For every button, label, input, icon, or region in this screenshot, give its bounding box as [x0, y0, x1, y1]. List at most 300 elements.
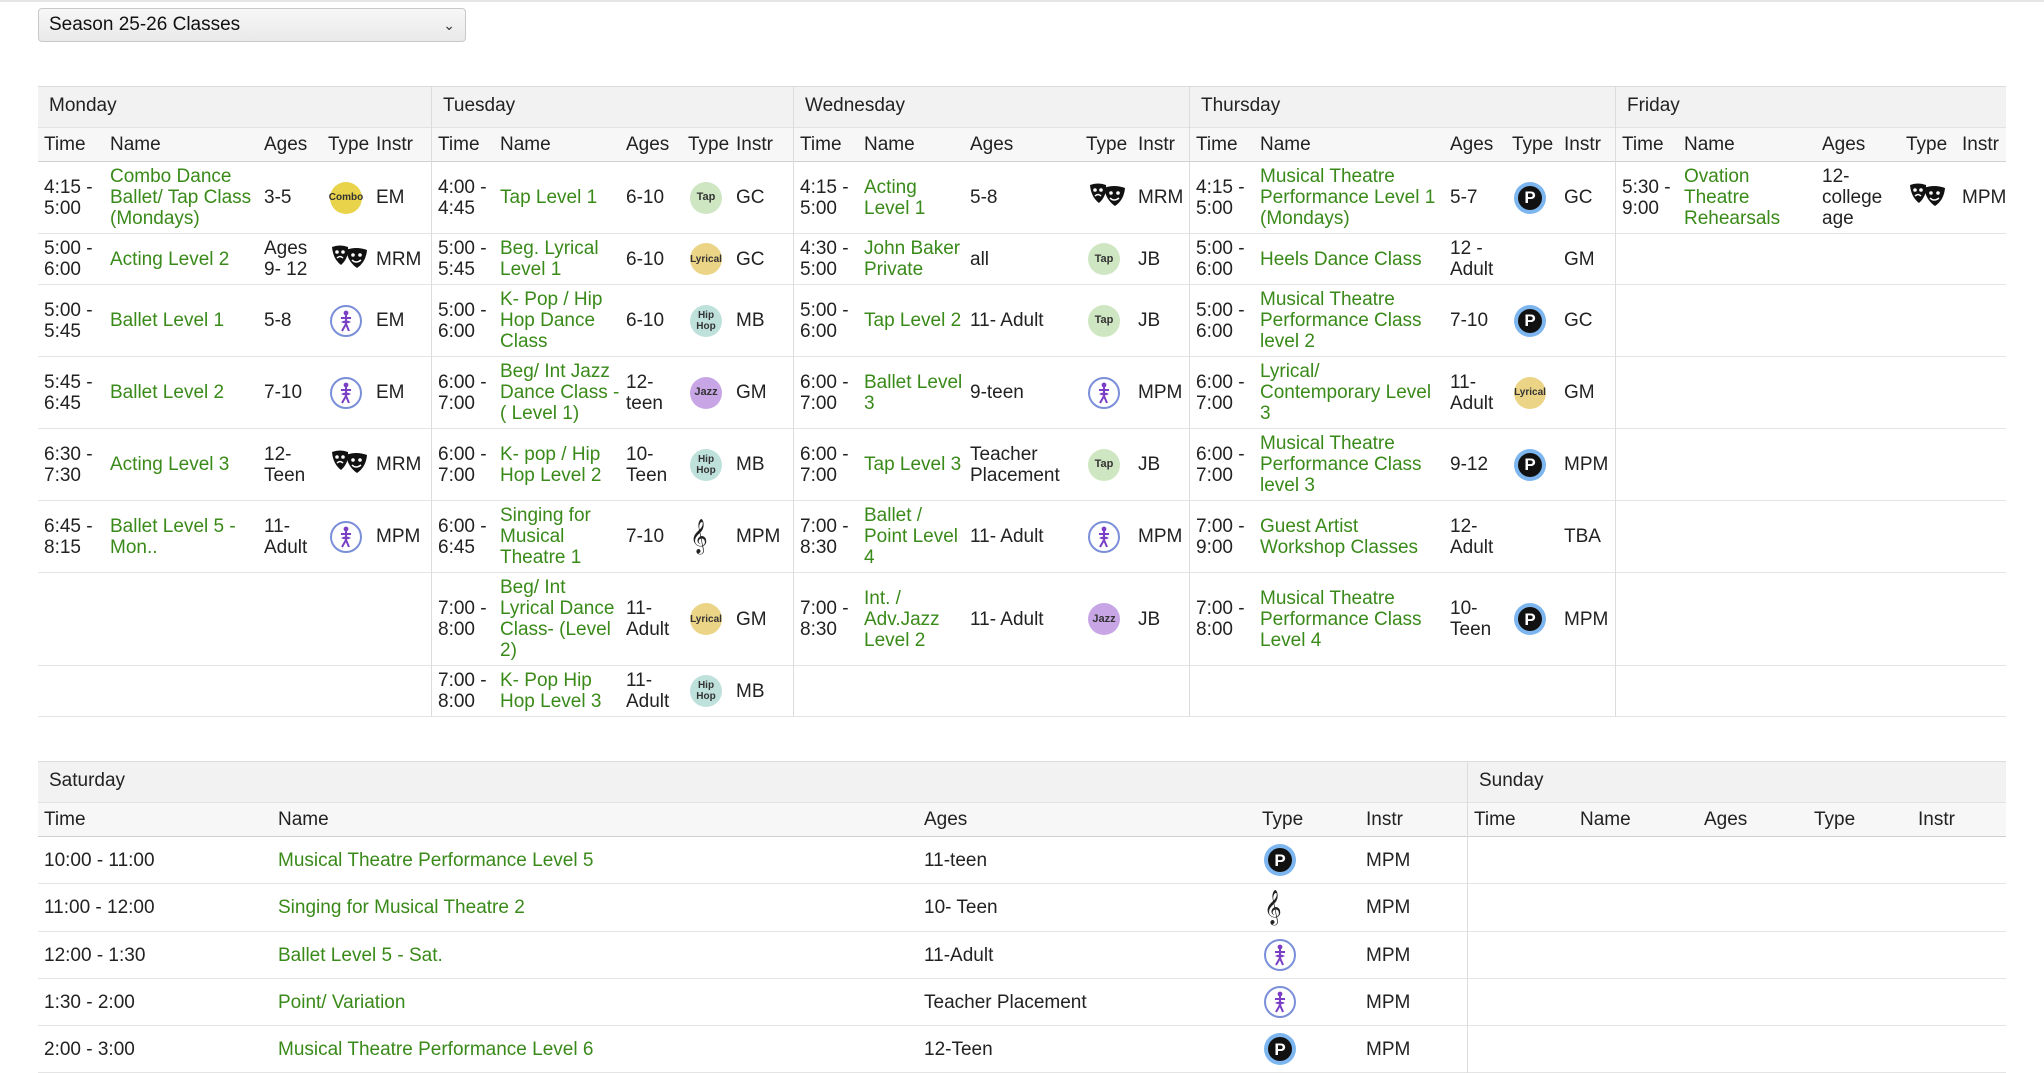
- column-header-type: Type: [328, 133, 370, 155]
- column-header-row: [794, 128, 1189, 162]
- class-instructor: MPM: [1366, 897, 1411, 918]
- class-type: [1256, 844, 1360, 876]
- theatre-masks-icon: [1088, 182, 1128, 213]
- column-header-instr: Instr: [1962, 133, 1999, 155]
- column-header-time: Time: [438, 133, 480, 155]
- class-type: [682, 449, 730, 481]
- class-time: 7:00 - 8:00: [438, 598, 487, 640]
- class-instructor: MPM: [1962, 187, 2007, 208]
- column-header-name: Name: [1260, 133, 1311, 155]
- tap-icon: Tap: [1088, 449, 1120, 481]
- class-ages: 9-12: [1450, 454, 1489, 475]
- day-saturday: [38, 761, 1468, 1073]
- class-name-link[interactable]: Beg/ Int Lyrical Dance Class- (Level 2): [500, 577, 615, 661]
- class-row: [1468, 837, 2006, 884]
- tap-icon: Tap: [1088, 243, 1120, 275]
- class-time: 5:00 - 6:00: [800, 299, 849, 342]
- class-name-link[interactable]: Beg. Lyrical Level 1: [500, 238, 599, 280]
- tap-icon: Tap: [690, 182, 722, 214]
- class-name-link[interactable]: Ballet Level 5 - Mon..: [110, 515, 236, 558]
- class-row[interactable]: [794, 357, 1189, 429]
- class-type: [682, 518, 730, 554]
- class-instructor: MRM: [376, 248, 422, 270]
- weekend-schedule: [38, 761, 2006, 1073]
- class-ages: 12-Adult: [1450, 515, 1494, 558]
- treble-clef-icon: 𝄞: [1264, 889, 1282, 925]
- class-time: 6:00 - 7:00: [1196, 443, 1245, 486]
- class-instructor: MB: [736, 310, 765, 331]
- class-type: [682, 243, 730, 275]
- class-type: [682, 603, 730, 635]
- class-name-link[interactable]: Acting Level 1: [864, 176, 926, 219]
- performance-icon: P: [1514, 603, 1546, 635]
- column-header-type: Type: [1262, 808, 1304, 830]
- class-time: 5:00 - 6:00: [438, 299, 487, 342]
- class-type: [322, 305, 370, 337]
- class-instructor: JB: [1138, 248, 1161, 270]
- class-time: 5:00 - 6:00: [1196, 238, 1245, 280]
- class-time: 7:00 - 8:30: [800, 598, 849, 640]
- class-instructor: MB: [736, 680, 765, 702]
- class-instructor: GM: [1564, 382, 1595, 403]
- class-ages: 11-Adult: [924, 944, 994, 966]
- combo-icon: Combo: [330, 182, 362, 214]
- class-row[interactable]: [1190, 357, 1615, 429]
- class-time: 7:00 - 8:00: [438, 670, 487, 712]
- column-header-name: Name: [110, 133, 161, 155]
- performance-icon: P: [1264, 844, 1296, 876]
- class-row[interactable]: [38, 162, 431, 234]
- class-name-link[interactable]: Point/ Variation: [278, 991, 406, 1013]
- class-type: [1080, 305, 1132, 337]
- column-header-ages: Ages: [970, 133, 1014, 155]
- class-ages: 11- Adult: [970, 526, 1044, 547]
- class-row[interactable]: [1190, 162, 1615, 234]
- tap-icon: Tap: [1088, 305, 1120, 337]
- class-row[interactable]: [794, 285, 1189, 357]
- lyrical-icon: Lyrical: [690, 603, 722, 635]
- class-row: [1468, 932, 2006, 979]
- class-row[interactable]: [432, 357, 793, 429]
- class-row: [1190, 666, 1615, 717]
- column-header-ages: Ages: [264, 133, 308, 155]
- class-time: 5:00 - 6:00: [1196, 299, 1245, 342]
- class-ages: 3-5: [264, 187, 292, 208]
- column-header-time: Time: [1474, 808, 1516, 830]
- class-type: [1080, 377, 1132, 409]
- class-row[interactable]: [794, 162, 1189, 234]
- class-row[interactable]: [38, 884, 1467, 932]
- class-time: 5:00 - 5:45: [44, 299, 93, 342]
- class-time: 5:30 - 9:00: [1622, 176, 1671, 219]
- class-time: 7:00 - 8:00: [1196, 598, 1245, 640]
- class-time: 4:30 - 5:00: [800, 238, 849, 280]
- class-ages: 5-8: [970, 187, 998, 208]
- class-name-link[interactable]: Combo Dance Ballet/ Tap Class (Mondays): [110, 166, 252, 229]
- class-time: 10:00 - 11:00: [44, 849, 155, 871]
- class-name-link[interactable]: Musical Theatre Performance Level 5: [278, 849, 594, 871]
- class-name-link[interactable]: Acting Level 3: [110, 454, 230, 475]
- class-type: [1080, 521, 1132, 553]
- ballerina-icon: [330, 305, 362, 337]
- class-row[interactable]: [38, 932, 1467, 979]
- class-ages: 7-10: [626, 526, 665, 547]
- class-name-link[interactable]: Musical Theatre Performance Class Level 4: [1260, 587, 1422, 651]
- hiphop-icon: Hip Hop: [690, 675, 722, 707]
- class-row[interactable]: [794, 573, 1189, 666]
- ballerina-icon: [1264, 986, 1296, 1018]
- column-header-instr: Instr: [736, 133, 773, 155]
- class-type: [682, 182, 730, 214]
- class-name-link[interactable]: Acting Level 2: [110, 248, 230, 270]
- column-header-time: Time: [800, 133, 842, 155]
- class-name-link[interactable]: Musical Theatre Performance Class level 2: [1260, 289, 1422, 352]
- column-header-instr: Instr: [1564, 133, 1601, 155]
- class-time: 6:45 - 8:15: [44, 515, 93, 558]
- column-header-time: Time: [1622, 133, 1664, 155]
- column-header-row: [38, 128, 431, 162]
- class-ages: 12 - Adult: [1450, 238, 1494, 280]
- class-time: 4:15 - 5:00: [1196, 176, 1245, 219]
- class-name-link[interactable]: Ballet Level 5 - Sat.: [278, 944, 443, 966]
- class-ages: 12-Teen: [924, 1038, 993, 1060]
- class-time: 6:00 - 7:00: [1196, 371, 1245, 414]
- class-instructor: GM: [1564, 248, 1595, 270]
- class-ages: 11- Adult: [970, 310, 1044, 331]
- class-row[interactable]: [1616, 162, 2006, 234]
- column-header-name: Name: [1684, 133, 1735, 155]
- class-type: [1080, 603, 1132, 635]
- column-header-type: Type: [1906, 133, 1948, 155]
- class-row[interactable]: [432, 285, 793, 357]
- ballerina-icon: [1264, 939, 1296, 971]
- column-header-row: [1190, 128, 1615, 162]
- class-row[interactable]: [38, 429, 431, 501]
- class-row: [1468, 884, 2006, 932]
- class-type: [1506, 305, 1558, 337]
- class-row: [794, 666, 1189, 717]
- class-row[interactable]: [432, 234, 793, 285]
- column-header-row: [432, 128, 793, 162]
- class-time: 6:00 - 7:00: [438, 443, 487, 486]
- performance-icon: P: [1264, 1033, 1296, 1065]
- column-header-instr: Instr: [376, 133, 413, 155]
- column-header-row: [1468, 803, 2006, 837]
- class-row[interactable]: [794, 429, 1189, 501]
- class-type: [1506, 182, 1558, 214]
- hiphop-icon: Hip Hop: [690, 305, 722, 337]
- class-instructor: MPM: [736, 526, 781, 547]
- class-instructor: MPM: [1366, 944, 1411, 966]
- class-name-link[interactable]: Musical Theatre Performance Class level 3: [1260, 433, 1422, 496]
- jazz-icon: Jazz: [690, 377, 722, 409]
- class-type: [1506, 603, 1558, 635]
- class-name-link[interactable]: Int. / Adv.Jazz Level 2: [864, 587, 940, 651]
- class-type: [322, 182, 370, 214]
- ballerina-icon: [330, 377, 362, 409]
- lyrical-icon: Lyrical: [690, 243, 722, 275]
- class-instructor: GC: [736, 187, 765, 208]
- class-name-link[interactable]: Ovation Theatre Rehearsals: [1684, 166, 1781, 229]
- class-ages: Teacher Placement: [924, 991, 1087, 1013]
- class-row: [1468, 1026, 2006, 1073]
- class-time: 5:00 - 6:00: [44, 238, 93, 280]
- column-header-time: Time: [44, 808, 86, 830]
- class-ages: 5-7: [1450, 187, 1478, 208]
- class-row: [38, 573, 431, 666]
- day-sunday: [1468, 761, 2006, 1073]
- lyrical-icon: Lyrical: [1514, 377, 1546, 409]
- day-header-thursday: Thursday: [1190, 86, 1615, 128]
- class-row: [1616, 357, 2006, 429]
- class-time: 6:00 - 6:45: [438, 515, 487, 558]
- class-time: 6:00 - 7:00: [800, 371, 849, 414]
- class-type: [1080, 182, 1132, 213]
- class-row[interactable]: [38, 234, 431, 285]
- class-name-link[interactable]: Tap Level 3: [864, 454, 962, 475]
- class-time: 4:00 - 4:45: [438, 176, 487, 219]
- season-select[interactable]: [38, 8, 466, 42]
- class-name-link[interactable]: K- Pop / Hip Hop Dance Class: [500, 289, 603, 352]
- class-instructor: MPM: [1366, 1038, 1411, 1060]
- day-thursday: [1190, 86, 1616, 717]
- chevron-down-icon: ⌄: [443, 16, 455, 33]
- class-ages: 10-Teen: [1450, 598, 1492, 640]
- column-header-type: Type: [1814, 808, 1856, 830]
- class-type: [1900, 182, 1956, 213]
- class-name-link[interactable]: Singing for Musical Theatre 1: [500, 505, 591, 568]
- class-type: [1080, 449, 1132, 481]
- class-row[interactable]: [432, 666, 793, 717]
- class-name-link[interactable]: Ballet / Point Level 4: [864, 505, 959, 568]
- class-row[interactable]: [1190, 573, 1615, 666]
- class-row[interactable]: [1190, 429, 1615, 501]
- class-row[interactable]: [432, 162, 793, 234]
- class-instructor: MPM: [1564, 608, 1609, 630]
- class-ages: 11- Adult: [970, 608, 1044, 630]
- class-instructor: MPM: [1366, 991, 1411, 1013]
- class-ages: 5-8: [264, 310, 292, 331]
- class-row: [38, 666, 431, 717]
- class-instructor: GM: [736, 382, 767, 403]
- class-name-link[interactable]: Musical Theatre Performance Level 1 (Mondays): [1260, 166, 1436, 229]
- class-time: 12:00 - 1:30: [44, 944, 146, 966]
- class-instructor: MPM: [1138, 382, 1183, 403]
- class-type: [1256, 939, 1360, 971]
- class-row[interactable]: [432, 573, 793, 666]
- class-row[interactable]: [432, 501, 793, 573]
- class-time: 5:00 - 5:45: [438, 238, 487, 280]
- class-ages: 12-Teen: [264, 443, 306, 486]
- class-type: [1256, 986, 1360, 1018]
- class-name-link[interactable]: K- Pop Hip Hop Level 3: [500, 670, 602, 712]
- class-row[interactable]: [1190, 501, 1615, 573]
- class-type: [322, 521, 370, 553]
- class-ages: 10- Teen: [924, 897, 998, 918]
- class-row: [1616, 501, 2006, 573]
- class-row[interactable]: [38, 285, 431, 357]
- column-header-row: [1616, 128, 2006, 162]
- class-instructor: EM: [376, 310, 405, 331]
- class-type: [1080, 243, 1132, 275]
- class-type: [322, 449, 370, 480]
- class-name-link[interactable]: Beg/ Int Jazz Dance Class -( Level 1): [500, 361, 620, 424]
- class-instructor: GM: [736, 608, 767, 630]
- class-type: [1256, 1033, 1360, 1065]
- class-ages: 7-10: [1450, 310, 1489, 331]
- ballerina-icon: [1088, 521, 1120, 553]
- class-instructor: EM: [376, 187, 405, 208]
- class-row[interactable]: [38, 501, 431, 573]
- class-time: 4:15 - 5:00: [800, 176, 849, 219]
- class-instructor: MPM: [376, 526, 421, 547]
- column-header-time: Time: [44, 133, 86, 155]
- jazz-icon: Jazz: [1088, 603, 1120, 635]
- class-name-link[interactable]: Lyrical/ Contemporary Level 3: [1260, 361, 1432, 424]
- class-ages: 6-10: [626, 187, 665, 208]
- column-header-ages: Ages: [924, 808, 968, 830]
- class-type: [1506, 449, 1558, 481]
- class-row: [1616, 666, 2006, 717]
- class-row[interactable]: [38, 357, 431, 429]
- class-instructor: MB: [736, 454, 765, 475]
- ballerina-icon: [330, 521, 362, 553]
- column-header-name: Name: [278, 808, 329, 830]
- class-ages: 10-Teen: [626, 443, 668, 486]
- class-time: 6:00 - 7:00: [800, 443, 849, 486]
- season-select-value: Season 25-26 Classes: [49, 14, 241, 35]
- column-header-name: Name: [1580, 808, 1631, 830]
- class-name-link[interactable]: Singing for Musical Theatre 2: [278, 897, 525, 918]
- class-row[interactable]: [1190, 285, 1615, 357]
- performance-icon: P: [1514, 449, 1546, 481]
- class-instructor: GC: [1564, 187, 1593, 208]
- column-header-instr: Instr: [1918, 808, 1955, 830]
- class-name-link[interactable]: K- pop / Hip Hop Level 2: [500, 443, 602, 486]
- hiphop-icon: Hip Hop: [690, 449, 722, 481]
- column-header-instr: Instr: [1138, 133, 1175, 155]
- class-instructor: JB: [1138, 608, 1161, 630]
- class-name-link[interactable]: Ballet Level 1: [110, 310, 225, 331]
- class-instructor: MPM: [1366, 849, 1411, 871]
- class-row[interactable]: [38, 837, 1467, 884]
- class-row[interactable]: [38, 979, 1467, 1026]
- column-header-instr: Instr: [1366, 808, 1403, 830]
- column-header-type: Type: [1086, 133, 1128, 155]
- class-name-link[interactable]: Tap Level 1: [500, 187, 598, 208]
- column-header-ages: Ages: [1822, 133, 1866, 155]
- class-ages: 6-10: [626, 310, 665, 331]
- treble-clef-icon: 𝄞: [690, 518, 708, 554]
- class-row: [1616, 234, 2006, 285]
- class-ages: 11-Adult: [1450, 371, 1494, 414]
- class-instructor: MPM: [1564, 454, 1609, 475]
- class-row[interactable]: [1190, 234, 1615, 285]
- class-name-link[interactable]: Ballet Level 2: [110, 382, 225, 403]
- class-time: 2:00 - 3:00: [44, 1038, 135, 1060]
- class-name-link[interactable]: Ballet Level 3: [864, 371, 963, 414]
- theatre-masks-icon: [330, 449, 370, 480]
- class-instructor: JB: [1138, 310, 1161, 331]
- class-instructor: TBA: [1564, 526, 1601, 547]
- day-header-sunday: Sunday: [1468, 761, 2006, 803]
- class-instructor: GC: [1564, 310, 1593, 331]
- class-time: 7:00 - 9:00: [1196, 515, 1245, 558]
- weekday-schedule: [38, 86, 2006, 717]
- column-header-ages: Ages: [1704, 808, 1748, 830]
- class-type: [322, 377, 370, 409]
- class-ages: Ages 9- 12: [264, 238, 308, 280]
- column-header-row: [38, 803, 1467, 837]
- class-row: [1616, 285, 2006, 357]
- performance-icon: P: [1514, 182, 1546, 214]
- theatre-masks-icon: [330, 244, 370, 275]
- class-time: 11:00 - 12:00: [44, 897, 155, 918]
- class-ages: 11-Adult: [626, 670, 670, 712]
- day-header-wednesday: Wednesday: [794, 86, 1189, 128]
- column-header-ages: Ages: [1450, 133, 1494, 155]
- day-header-saturday: Saturday: [38, 761, 1467, 803]
- top-divider: [0, 0, 2044, 2]
- class-row[interactable]: [794, 234, 1189, 285]
- class-row[interactable]: [432, 429, 793, 501]
- theatre-masks-icon: [1908, 182, 1948, 213]
- class-type: [1506, 377, 1558, 409]
- class-instructor: MRM: [1138, 187, 1184, 208]
- class-row[interactable]: [38, 1026, 1467, 1073]
- column-header-name: Name: [864, 133, 915, 155]
- class-name-link[interactable]: Heels Dance Class: [1260, 248, 1422, 270]
- class-type: [682, 305, 730, 337]
- class-instructor: JB: [1138, 454, 1161, 475]
- ballerina-icon: [1088, 377, 1120, 409]
- column-header-time: Time: [1196, 133, 1238, 155]
- class-time: 5:45 - 6:45: [44, 371, 93, 414]
- class-time: 4:15 - 5:00: [44, 176, 93, 219]
- class-ages: 12-college age: [1822, 166, 1883, 229]
- class-time: 6:00 - 7:00: [438, 371, 487, 414]
- class-row[interactable]: [794, 501, 1189, 573]
- class-name-link[interactable]: Tap Level 2: [864, 310, 962, 331]
- day-monday: [38, 86, 432, 717]
- class-row: [1616, 573, 2006, 666]
- class-instructor: EM: [376, 382, 405, 403]
- class-row: [1616, 429, 2006, 501]
- class-type: [682, 377, 730, 409]
- class-name-link[interactable]: Musical Theatre Performance Level 6: [278, 1038, 594, 1060]
- class-time: 6:30 - 7:30: [44, 443, 93, 486]
- column-header-type: Type: [688, 133, 730, 155]
- class-time: 1:30 - 2:00: [44, 991, 135, 1013]
- day-friday: [1616, 86, 2006, 717]
- day-header-tuesday: Tuesday: [432, 86, 793, 128]
- class-ages: 7-10: [264, 382, 303, 403]
- class-type: [322, 244, 370, 275]
- class-instructor: MRM: [376, 454, 422, 475]
- class-type: [682, 675, 730, 707]
- class-ages: 11-Adult: [264, 515, 308, 558]
- day-header-monday: Monday: [38, 86, 431, 128]
- class-instructor: GC: [736, 248, 765, 270]
- day-header-friday: Friday: [1616, 86, 2006, 128]
- class-name-link[interactable]: John Baker Private: [864, 238, 961, 280]
- class-type: [1256, 889, 1360, 925]
- class-ages: 11-teen: [924, 849, 988, 871]
- class-name-link[interactable]: Guest Artist Workshop Classes: [1260, 515, 1419, 558]
- class-ages: 9-teen: [970, 382, 1024, 403]
- performance-icon: P: [1514, 305, 1546, 337]
- class-ages: 11-Adult: [626, 598, 670, 640]
